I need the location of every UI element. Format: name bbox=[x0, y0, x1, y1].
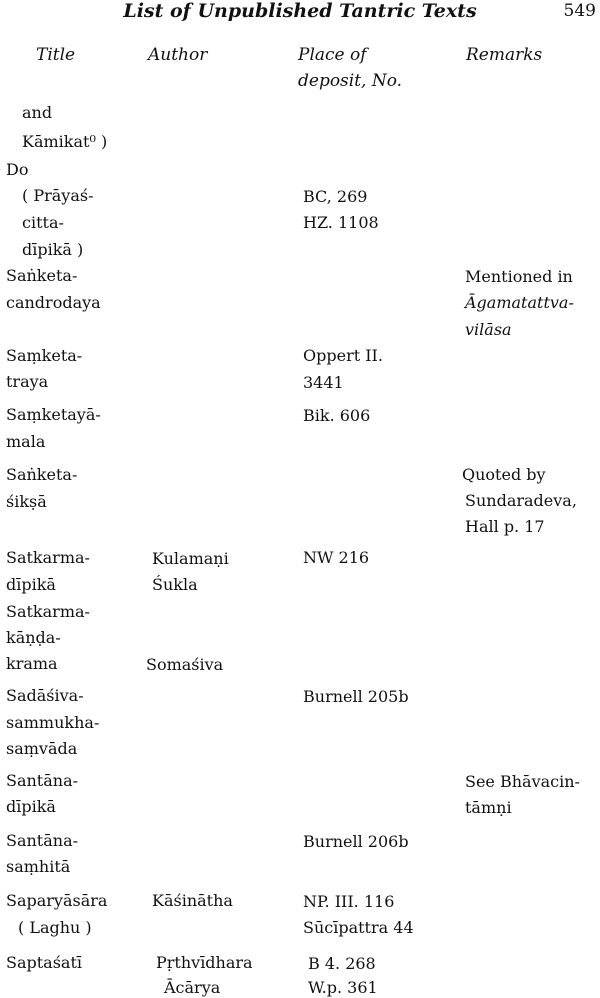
title-line: Saṅketa- bbox=[6, 465, 78, 484]
title-line: dīpikā ) bbox=[22, 240, 84, 259]
title-line: śikṣā bbox=[6, 492, 47, 511]
title-line: candrodaya bbox=[6, 293, 101, 312]
column-heading-author: Author bbox=[148, 45, 208, 65]
title-line: saṃvāda bbox=[6, 739, 78, 758]
remarks-line: Sundaradeva, bbox=[465, 491, 577, 510]
title-line: Saparyāsāra bbox=[6, 891, 108, 910]
remarks-line: See Bhāvacin- bbox=[465, 772, 580, 791]
place-line: Bik. 606 bbox=[303, 406, 371, 425]
title-line: Saṃketa- bbox=[6, 346, 83, 365]
place-line: Burnell 206b bbox=[303, 832, 409, 851]
title-line: Santāna- bbox=[6, 771, 79, 790]
remarks-line: tāmṇi bbox=[465, 798, 512, 817]
title-line: citta- bbox=[22, 213, 64, 232]
column-heading-title: Title bbox=[36, 45, 76, 65]
running-header: List of Unpublished Tantric Texts bbox=[123, 0, 477, 22]
place-line: Sūcīpattra 44 bbox=[303, 918, 414, 937]
remarks-line: Quoted by bbox=[462, 465, 546, 484]
title-line: dīpikā bbox=[6, 797, 56, 816]
title-line: Saṅketa- bbox=[6, 266, 78, 285]
title-line: krama bbox=[6, 654, 58, 673]
title-line: saṃhitā bbox=[6, 857, 71, 876]
place-line: B 4. 268 bbox=[308, 954, 376, 973]
author-line: Somaśiva bbox=[146, 655, 224, 674]
title-line: sammukha- bbox=[6, 713, 100, 732]
place-line: W.p. 361 bbox=[308, 978, 378, 997]
title-line: Santāna- bbox=[6, 831, 79, 850]
title-line: Do bbox=[6, 160, 29, 179]
title-line: mala bbox=[6, 432, 46, 451]
author-line: Śukla bbox=[152, 575, 198, 594]
remarks-line: Mentioned in bbox=[465, 267, 573, 286]
column-heading-place: Place of bbox=[298, 45, 367, 65]
title-line: Kāmikat⁰ ) bbox=[22, 132, 108, 151]
author-line: Ācārya bbox=[164, 978, 221, 997]
remarks-line: vilāsa bbox=[465, 320, 512, 339]
place-line: BC, 269 bbox=[303, 187, 368, 206]
column-heading-remarks: Remarks bbox=[466, 45, 543, 65]
title-line: and bbox=[22, 103, 53, 122]
column-heading-place-line2: deposit, No. bbox=[298, 71, 403, 91]
title-line: ( Laghu ) bbox=[18, 918, 92, 937]
author-line: Kulamaṇi bbox=[152, 549, 229, 568]
title-line: Saṃketayā- bbox=[6, 405, 101, 424]
place-line: NW 216 bbox=[303, 548, 370, 567]
author-line: Pṛthvīdhara bbox=[156, 953, 253, 972]
title-line: kāṇḍa- bbox=[6, 628, 61, 647]
title-line: Satkarma- bbox=[6, 548, 90, 567]
title-line: Saptaśatī bbox=[6, 953, 83, 972]
place-line: NP. III. 116 bbox=[303, 892, 395, 911]
author-line: Kāśinātha bbox=[152, 891, 233, 910]
title-line: ( Prāyaś- bbox=[22, 186, 94, 205]
title-line: Sadāśiva- bbox=[6, 686, 84, 705]
title-line: Satkarma- bbox=[6, 602, 90, 621]
title-line: traya bbox=[6, 372, 49, 391]
title-line: dīpikā bbox=[6, 575, 56, 594]
place-line: Oppert II. bbox=[303, 346, 383, 365]
page-number: 549 bbox=[563, 1, 596, 21]
remarks-line: Hall p. 17 bbox=[465, 517, 545, 536]
remarks-line: Āgamatattva- bbox=[465, 293, 574, 312]
place-line: 3441 bbox=[303, 373, 344, 392]
place-line: HZ. 1108 bbox=[303, 213, 379, 232]
place-line: Burnell 205b bbox=[303, 687, 409, 706]
